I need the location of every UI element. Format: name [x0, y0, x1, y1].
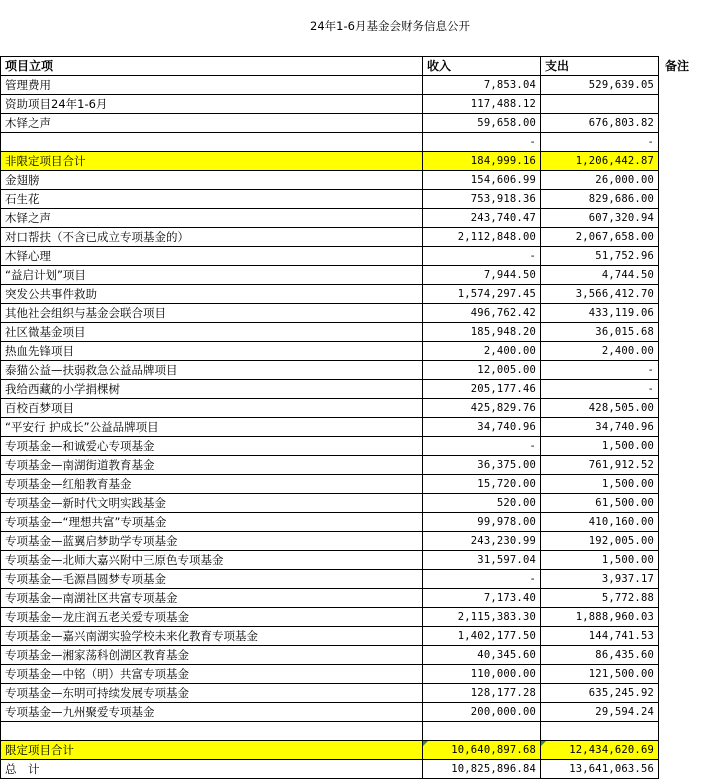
- table-row: [1, 323, 719, 342]
- expense-cell[interactable]: 2,067,658.00: [541, 228, 659, 247]
- income-cell[interactable]: 154,606.99: [423, 171, 541, 190]
- header-expense[interactable]: 支出: [541, 57, 659, 76]
- income-cell[interactable]: 10,825,896.84: [423, 760, 541, 779]
- income-cell[interactable]: 7,944.50: [423, 266, 541, 285]
- income-cell[interactable]: 12,005.00: [423, 361, 541, 380]
- expense-cell[interactable]: 61,500.00: [541, 494, 659, 513]
- income-cell[interactable]: 7,853.04: [423, 76, 541, 95]
- table-row: [1, 95, 719, 114]
- item-name-cell[interactable]: 资助项目24年1-6月: [1, 95, 423, 114]
- table-row: [1, 342, 719, 361]
- table-row: [1, 570, 719, 589]
- item-name-cell[interactable]: 突发公共事件救助: [1, 285, 423, 304]
- note-cell[interactable]: [659, 266, 719, 285]
- table-row: [1, 190, 719, 209]
- expense-cell[interactable]: 51,752.96: [541, 247, 659, 266]
- income-cell[interactable]: 184,999.16: [423, 152, 541, 171]
- header-row: [1, 57, 719, 76]
- item-name-cell[interactable]: 泰猫公益—扶弱救急公益品牌项目: [1, 361, 423, 380]
- item-name-cell[interactable]: 专项基金—新时代文明实践基金: [1, 494, 423, 513]
- expense-cell[interactable]: 13,641,063.56: [541, 760, 659, 779]
- table-row: [1, 494, 719, 513]
- table-row: [1, 475, 719, 494]
- note-cell[interactable]: [659, 76, 719, 95]
- note-cell[interactable]: [659, 570, 719, 589]
- table-row: [1, 646, 719, 665]
- income-cell[interactable]: 1,402,177.50: [423, 627, 541, 646]
- table-row: [1, 456, 719, 475]
- expense-cell[interactable]: 2,400.00: [541, 342, 659, 361]
- expense-cell[interactable]: 635,245.92: [541, 684, 659, 703]
- item-name-cell[interactable]: 专项基金—和诚爱心专项基金: [1, 437, 423, 456]
- item-name-cell[interactable]: 专项基金—蓝翼启梦助学专项基金: [1, 532, 423, 551]
- income-cell[interactable]: 7,173.40: [423, 589, 541, 608]
- item-name-cell[interactable]: 专项基金—南湖街道教育基金: [1, 456, 423, 475]
- expense-cell[interactable]: 5,772.88: [541, 589, 659, 608]
- table-row: [1, 114, 719, 133]
- expense-cell[interactable]: 1,888,960.03: [541, 608, 659, 627]
- income-cell[interactable]: 243,740.47: [423, 209, 541, 228]
- item-name-cell[interactable]: 我给西藏的小学捐棵树: [1, 380, 423, 399]
- item-name-cell[interactable]: 木铎之声: [1, 114, 423, 133]
- income-cell[interactable]: -: [423, 570, 541, 589]
- income-cell[interactable]: -: [423, 437, 541, 456]
- expense-cell[interactable]: 121,500.00: [541, 665, 659, 684]
- table-row: [1, 209, 719, 228]
- income-cell[interactable]: 425,829.76: [423, 399, 541, 418]
- expense-cell[interactable]: 1,500.00: [541, 475, 659, 494]
- item-name-cell[interactable]: 专项基金—嘉兴南湖实验学校未来化教育专项基金: [1, 627, 423, 646]
- note-cell[interactable]: [659, 152, 719, 171]
- item-name-cell[interactable]: 专项基金—中铭（明）共富专项基金: [1, 665, 423, 684]
- expense-cell[interactable]: 3,566,412.70: [541, 285, 659, 304]
- note-cell[interactable]: [659, 399, 719, 418]
- note-cell[interactable]: [659, 342, 719, 361]
- table-row: [1, 361, 719, 380]
- expense-cell[interactable]: 761,912.52: [541, 456, 659, 475]
- note-cell[interactable]: [659, 532, 719, 551]
- expense-cell[interactable]: 12,434,620.69: [541, 741, 659, 760]
- income-cell[interactable]: 205,177.46: [423, 380, 541, 399]
- income-cell[interactable]: 496,762.42: [423, 304, 541, 323]
- note-cell[interactable]: [659, 228, 719, 247]
- table-row: [1, 589, 719, 608]
- table-row: [1, 247, 719, 266]
- income-cell[interactable]: 753,918.36: [423, 190, 541, 209]
- item-name-cell[interactable]: 专项基金—龙庄润五老关爱专项基金: [1, 608, 423, 627]
- expense-cell[interactable]: 3,937.17: [541, 570, 659, 589]
- note-cell[interactable]: [659, 608, 719, 627]
- note-cell[interactable]: [659, 760, 719, 779]
- restricted-total-row: [1, 741, 719, 760]
- expense-cell[interactable]: 676,803.82: [541, 114, 659, 133]
- income-cell[interactable]: 128,177.28: [423, 684, 541, 703]
- note-cell[interactable]: [659, 627, 719, 646]
- table-row: [1, 513, 719, 532]
- item-name-cell[interactable]: 对口帮扶（不含已成立专项基金的）: [1, 228, 423, 247]
- expense-cell[interactable]: [541, 95, 659, 114]
- income-cell[interactable]: [423, 722, 541, 741]
- expense-cell[interactable]: 26,000.00: [541, 171, 659, 190]
- item-name-cell[interactable]: 百校百梦项目: [1, 399, 423, 418]
- income-cell[interactable]: 15,720.00: [423, 475, 541, 494]
- income-cell[interactable]: -: [423, 133, 541, 152]
- item-name-cell[interactable]: 非限定项目合计: [1, 152, 423, 171]
- expense-cell[interactable]: 1,500.00: [541, 551, 659, 570]
- expense-cell[interactable]: 192,005.00: [541, 532, 659, 551]
- expense-cell[interactable]: 607,320.94: [541, 209, 659, 228]
- note-cell[interactable]: [659, 380, 719, 399]
- table-row: [1, 304, 719, 323]
- item-name-cell[interactable]: 专项基金—南湖社区共富专项基金: [1, 589, 423, 608]
- note-cell[interactable]: [659, 589, 719, 608]
- table-row: [1, 171, 719, 190]
- note-cell[interactable]: [659, 703, 719, 722]
- sheet-title: 24年1-6月基金会财务信息公开: [310, 19, 470, 33]
- expense-cell[interactable]: -: [541, 361, 659, 380]
- table-row: [1, 703, 719, 722]
- unrestricted-total-row: [1, 152, 719, 171]
- expense-cell[interactable]: -: [541, 133, 659, 152]
- income-cell[interactable]: 34,740.96: [423, 418, 541, 437]
- table-row: [1, 551, 719, 570]
- note-cell[interactable]: [659, 475, 719, 494]
- table-row: [1, 399, 719, 418]
- item-name-cell[interactable]: 专项基金—毛源昌圆梦专项基金: [1, 570, 423, 589]
- item-name-cell[interactable]: 木铎心理: [1, 247, 423, 266]
- item-name-cell[interactable]: 专项基金—红船教育基金: [1, 475, 423, 494]
- table-row: [1, 266, 719, 285]
- table-row: [1, 627, 719, 646]
- expense-cell[interactable]: 36,015.68: [541, 323, 659, 342]
- note-cell[interactable]: [659, 323, 719, 342]
- expense-cell[interactable]: 34,740.96: [541, 418, 659, 437]
- item-name-cell[interactable]: 木铎之声: [1, 209, 423, 228]
- item-name-cell[interactable]: 总 计: [1, 760, 423, 779]
- expense-cell[interactable]: 144,741.53: [541, 627, 659, 646]
- income-cell[interactable]: 99,978.00: [423, 513, 541, 532]
- income-cell[interactable]: 59,658.00: [423, 114, 541, 133]
- table-row: [1, 76, 719, 95]
- expense-cell[interactable]: 433,119.06: [541, 304, 659, 323]
- income-cell[interactable]: 200,000.00: [423, 703, 541, 722]
- note-cell[interactable]: [659, 247, 719, 266]
- header-item[interactable]: 项目立项: [1, 57, 423, 76]
- note-cell[interactable]: [659, 741, 719, 760]
- note-cell[interactable]: [659, 684, 719, 703]
- expense-cell[interactable]: 529,639.05: [541, 76, 659, 95]
- note-cell[interactable]: [659, 304, 719, 323]
- item-name-cell[interactable]: 专项基金—九州聚爱专项基金: [1, 703, 423, 722]
- note-cell[interactable]: [659, 361, 719, 380]
- item-name-cell[interactable]: 热血先锋项目: [1, 342, 423, 361]
- note-cell[interactable]: [659, 646, 719, 665]
- income-cell[interactable]: 36,375.00: [423, 456, 541, 475]
- income-cell[interactable]: 117,488.12: [423, 95, 541, 114]
- income-cell[interactable]: 40,345.60: [423, 646, 541, 665]
- income-cell[interactable]: 10,640,897.68: [423, 741, 541, 760]
- item-name-cell[interactable]: “益启计划”项目: [1, 266, 423, 285]
- expense-cell[interactable]: 86,435.60: [541, 646, 659, 665]
- item-name-cell[interactable]: 专项基金—东明可持续发展专项基金: [1, 684, 423, 703]
- income-cell[interactable]: 110,000.00: [423, 665, 541, 684]
- note-cell[interactable]: [659, 190, 719, 209]
- note-cell[interactable]: [659, 456, 719, 475]
- note-cell[interactable]: [659, 437, 719, 456]
- header-note[interactable]: 备注: [659, 57, 719, 76]
- expense-cell[interactable]: [541, 722, 659, 741]
- income-cell[interactable]: 1,574,297.45: [423, 285, 541, 304]
- note-cell[interactable]: [659, 513, 719, 532]
- expense-cell[interactable]: 1,206,442.87: [541, 152, 659, 171]
- income-cell[interactable]: 2,115,383.30: [423, 608, 541, 627]
- table-row: [1, 437, 719, 456]
- table-row: [1, 532, 719, 551]
- item-name-cell[interactable]: [1, 133, 423, 152]
- expense-cell[interactable]: 1,500.00: [541, 437, 659, 456]
- grand-total-row: [1, 760, 719, 779]
- item-name-cell[interactable]: 管理费用: [1, 76, 423, 95]
- note-cell[interactable]: [659, 95, 719, 114]
- income-cell[interactable]: 243,230.99: [423, 532, 541, 551]
- item-name-cell[interactable]: 专项基金—北师大嘉兴附中三原色专项基金: [1, 551, 423, 570]
- expense-cell[interactable]: 829,686.00: [541, 190, 659, 209]
- item-name-cell[interactable]: [1, 722, 423, 741]
- note-cell[interactable]: [659, 494, 719, 513]
- table-row: [1, 228, 719, 247]
- item-name-cell[interactable]: 专项基金—湘家荡科创湖区教育基金: [1, 646, 423, 665]
- item-name-cell[interactable]: 限定项目合计: [1, 741, 423, 760]
- expense-cell[interactable]: 410,160.00: [541, 513, 659, 532]
- income-cell[interactable]: 31,597.04: [423, 551, 541, 570]
- table-row: [1, 418, 719, 437]
- income-cell[interactable]: 520.00: [423, 494, 541, 513]
- note-cell[interactable]: [659, 171, 719, 190]
- note-cell[interactable]: [659, 133, 719, 152]
- empty-row: [1, 722, 719, 741]
- expense-cell[interactable]: 428,505.00: [541, 399, 659, 418]
- note-cell[interactable]: [659, 722, 719, 741]
- table-row: [1, 133, 719, 152]
- note-cell[interactable]: [659, 418, 719, 437]
- item-name-cell[interactable]: “平安行 护成长”公益品牌项目: [1, 418, 423, 437]
- note-cell[interactable]: [659, 551, 719, 570]
- note-cell[interactable]: [659, 285, 719, 304]
- income-cell[interactable]: 2,400.00: [423, 342, 541, 361]
- expense-cell[interactable]: 29,594.24: [541, 703, 659, 722]
- item-name-cell[interactable]: 石生花: [1, 190, 423, 209]
- expense-cell[interactable]: -: [541, 380, 659, 399]
- item-name-cell[interactable]: 金翅膀: [1, 171, 423, 190]
- header-income[interactable]: 收入: [423, 57, 541, 76]
- item-name-cell[interactable]: 其他社会组织与基金会联合项目: [1, 304, 423, 323]
- table-row: [1, 285, 719, 304]
- expense-cell[interactable]: 4,744.50: [541, 266, 659, 285]
- table-row: [1, 608, 719, 627]
- item-name-cell[interactable]: 专项基金—“理想共富”专项基金: [1, 513, 423, 532]
- note-cell[interactable]: [659, 665, 719, 684]
- income-cell[interactable]: 185,948.20: [423, 323, 541, 342]
- item-name-cell[interactable]: 社区微基金项目: [1, 323, 423, 342]
- table-row: [1, 380, 719, 399]
- income-cell[interactable]: -: [423, 247, 541, 266]
- income-cell[interactable]: 2,112,848.00: [423, 228, 541, 247]
- finance-table: [0, 56, 719, 779]
- note-cell[interactable]: [659, 209, 719, 228]
- table-row: [1, 665, 719, 684]
- table-row: [1, 684, 719, 703]
- note-cell[interactable]: [659, 114, 719, 133]
